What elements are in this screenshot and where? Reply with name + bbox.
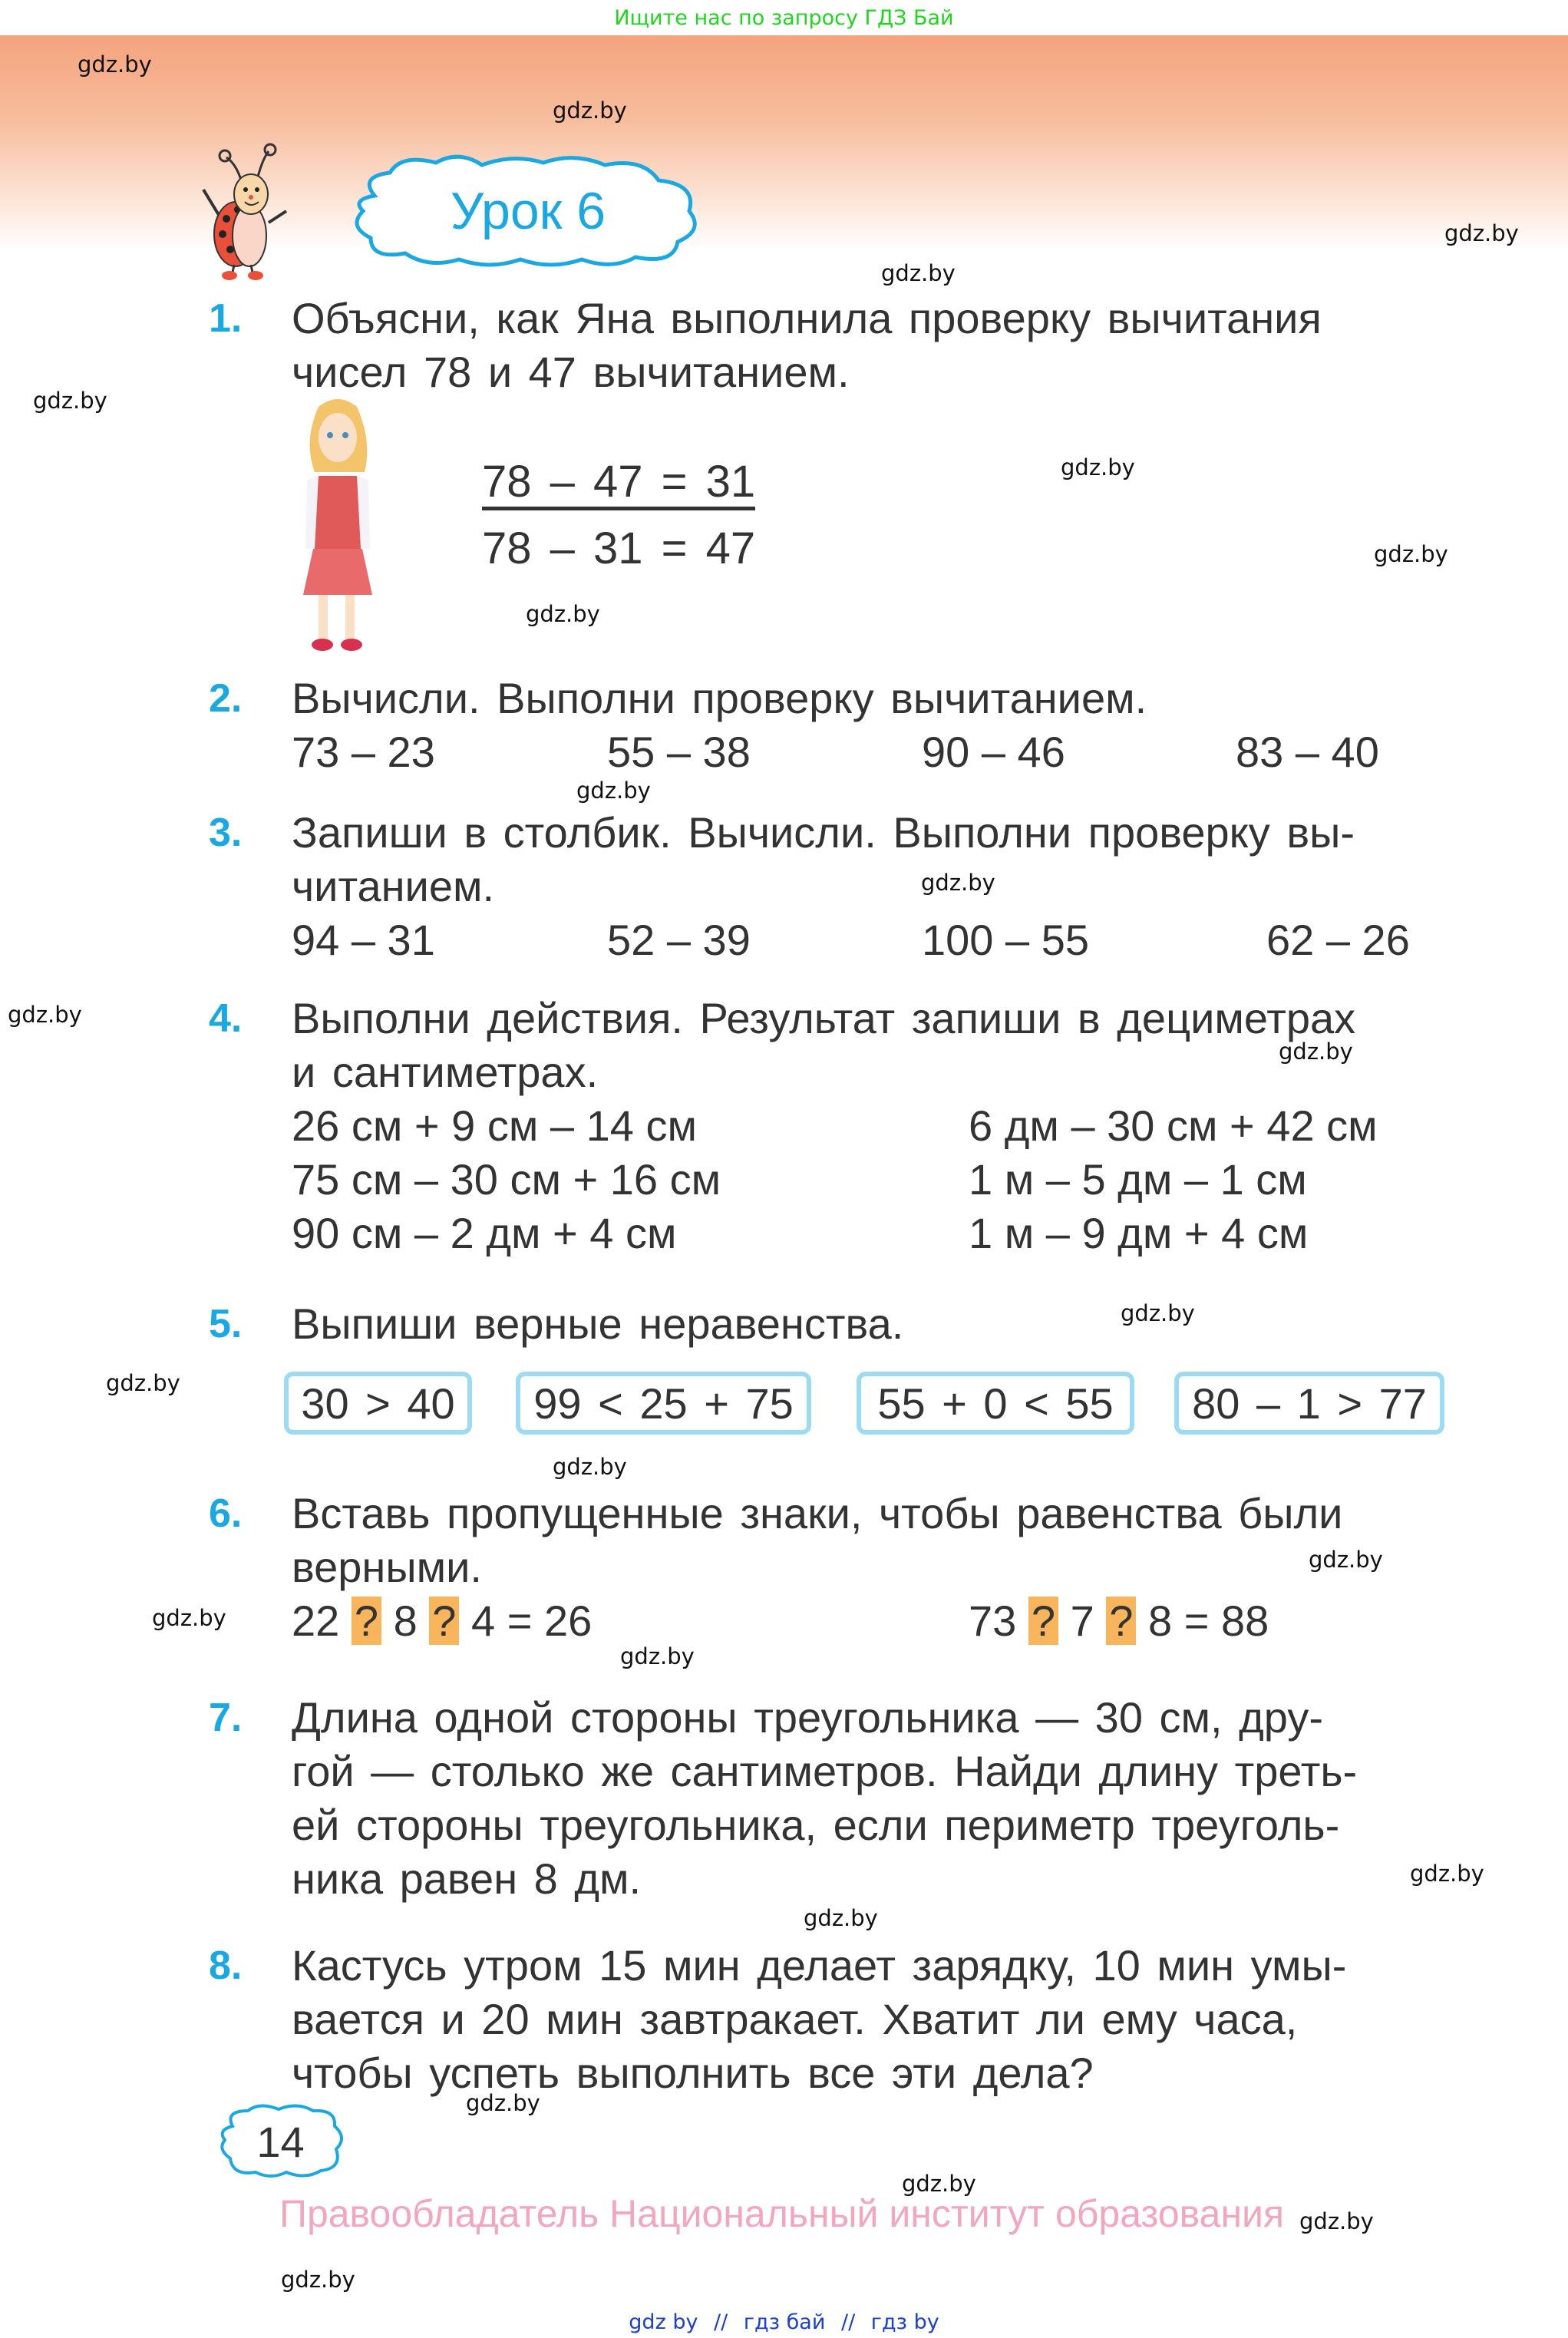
missing-sign-slot[interactable]: ? [1106,1597,1136,1645]
expression: 100 – 55 [922,916,1089,964]
watermark: gdz.by [576,778,651,804]
footer-link-gdz-bai[interactable]: гдз бай [743,2310,826,2334]
task-text-line: Объясни, как Яна выполнила проверку вычитания [292,294,1322,342]
task-text-line: гой — столько же сантиметров. Найди длину треть- [292,1747,1358,1795]
footer-links [0,2310,1568,2334]
task-text-line: чтобы успеть выполнить все эти дела? [292,2049,1094,2097]
watermark: gdz.by [921,870,995,896]
watermark: gdz.by [152,1605,226,1631]
watermark: gdz.by [1061,454,1135,480]
task-text-line: Кастусь утром 15 мин делает зарядку, 10 мин умы- [292,1941,1347,1990]
footer-separator: // [714,2310,728,2334]
task-number: 8. [209,1943,243,1988]
watermark: gdz.by [33,388,107,414]
task-text-line: Вставь пропущенные знаки, чтобы равенства были [292,1489,1343,1537]
watermark: gdz.by [1279,1039,1353,1065]
watermark: gdz.by [620,1643,695,1669]
missing-sign-slot[interactable]: ? [1028,1597,1058,1645]
footer-separator: // [840,2310,856,2334]
task-number: 1. [209,296,243,341]
expression-left: 26 см + 9 см – 14 см [292,1101,697,1150]
task-number: 7. [209,1696,243,1740]
copyright-text: Правообладатель Национальный институт образования [279,2192,1285,2235]
task-text-line: Запиши в столбик. Вычисли. Выполни проверку вы- [292,808,1355,857]
missing-sign-slot[interactable]: ? [352,1597,381,1645]
expression-right: 6 дм – 30 см + 42 см [969,1101,1378,1150]
equation-missing-signs-right [969,1594,1269,1648]
expression-left: 90 см – 2 дм + 4 см [292,1209,677,1257]
expression: 94 – 31 [292,916,435,964]
operand: 22 [292,1597,340,1645]
task-text-line: ей стороны треугольника, если периметр треуголь- [292,1801,1340,1849]
ladybug-mascot-icon [196,142,295,280]
expression-right: 1 м – 5 дм – 1 см [969,1155,1307,1204]
expression: 52 – 39 [607,916,751,964]
watermark: gdz.by [106,1370,180,1396]
expression-left: 75 см – 30 см + 16 см [292,1155,721,1204]
lesson-title: Урок 6 [450,182,606,240]
missing-sign-slot[interactable]: ? [429,1597,459,1645]
task-number: 5. [209,1302,243,1346]
footer-link-gdz-by-ru[interactable]: гдз by [870,2310,939,2334]
watermark: gdz.by [1121,1300,1195,1326]
inequality-card[interactable]: 30 > 40 [284,1372,472,1435]
watermark: gdz.by [881,260,956,286]
task-text-line: Вычисли. Выполни проверку вычитанием. [292,674,1147,722]
task-number: 3. [209,811,243,855]
expression: 55 – 38 [607,728,751,776]
footer-link-gdz-by[interactable]: gdz by [629,2310,698,2334]
equation-check: 78 – 31 = 47 [482,523,756,573]
inequality-card[interactable]: 80 – 1 > 77 [1174,1372,1444,1435]
operand: 7 [1070,1597,1094,1645]
operand: 8 [1148,1597,1173,1645]
watermark: gdz.by [281,2267,355,2293]
task-number: 2. [209,676,243,721]
watermark: gdz.by [902,2171,976,2197]
watermark: gdz.by [526,601,600,627]
equation-result: = 26 [507,1597,593,1645]
inequality-card[interactable]: 99 < 25 + 75 [516,1372,811,1435]
operand: 4 [471,1597,496,1645]
operand: 8 [393,1597,418,1645]
task-number: 6. [209,1491,243,1536]
watermark: gdz.by [804,1905,878,1931]
operand: 73 [969,1597,1017,1645]
watermark: gdz.by [466,2090,540,2116]
watermark: gdz.by [1444,220,1519,246]
watermark: gdz.by [8,1002,82,1028]
expression: 83 – 40 [1236,728,1379,776]
watermark: gdz.by [1410,1861,1484,1887]
watermark: gdz.by [1299,2208,1374,2234]
inequality-card[interactable]: 55 + 0 < 55 [857,1372,1134,1435]
watermark: gdz.by [1374,541,1448,567]
task-number: 4. [209,996,243,1041]
watermark: gdz.by [78,51,152,78]
expression: 73 – 23 [292,728,435,776]
girl-yana-illustration-icon [284,395,391,656]
task-text-line: Выпиши верные неравенства. [292,1299,904,1348]
top-banner [0,0,1568,35]
task-text-line: и сантиметрах. [292,1048,599,1096]
expression: 90 – 46 [922,728,1065,776]
equation-subtraction: 78 – 47 = 31 [482,457,755,510]
equation-result: = 88 [1183,1597,1269,1645]
watermark: gdz.by [553,1454,627,1480]
task-text-line: вается и 20 мин завтракает. Хватит ли ему часа, [292,1995,1298,2043]
task-text-line: чисел 78 и 47 вычитанием. [292,348,850,396]
banner-text[interactable]: Ищите нас по запросу ГДЗ Бай [614,5,954,30]
expression: 62 – 26 [1266,916,1410,964]
task-text-line: ника равен 8 дм. [292,1854,642,1903]
watermark: gdz.by [1309,1547,1383,1573]
task-text-line: Длина одной стороны треугольника — 30 см, дру- [292,1693,1323,1742]
watermark: gdz.by [553,97,627,124]
task-text-line: читанием. [292,862,495,910]
task-text-line: верными. [292,1543,482,1591]
expression-right: 1 м – 9 дм + 4 см [969,1209,1309,1257]
equation-missing-signs-left [292,1594,592,1648]
page-number: 14 [256,2117,305,2166]
task-text-line: Выполни действия. Результат запиши в дециметрах [292,994,1356,1042]
